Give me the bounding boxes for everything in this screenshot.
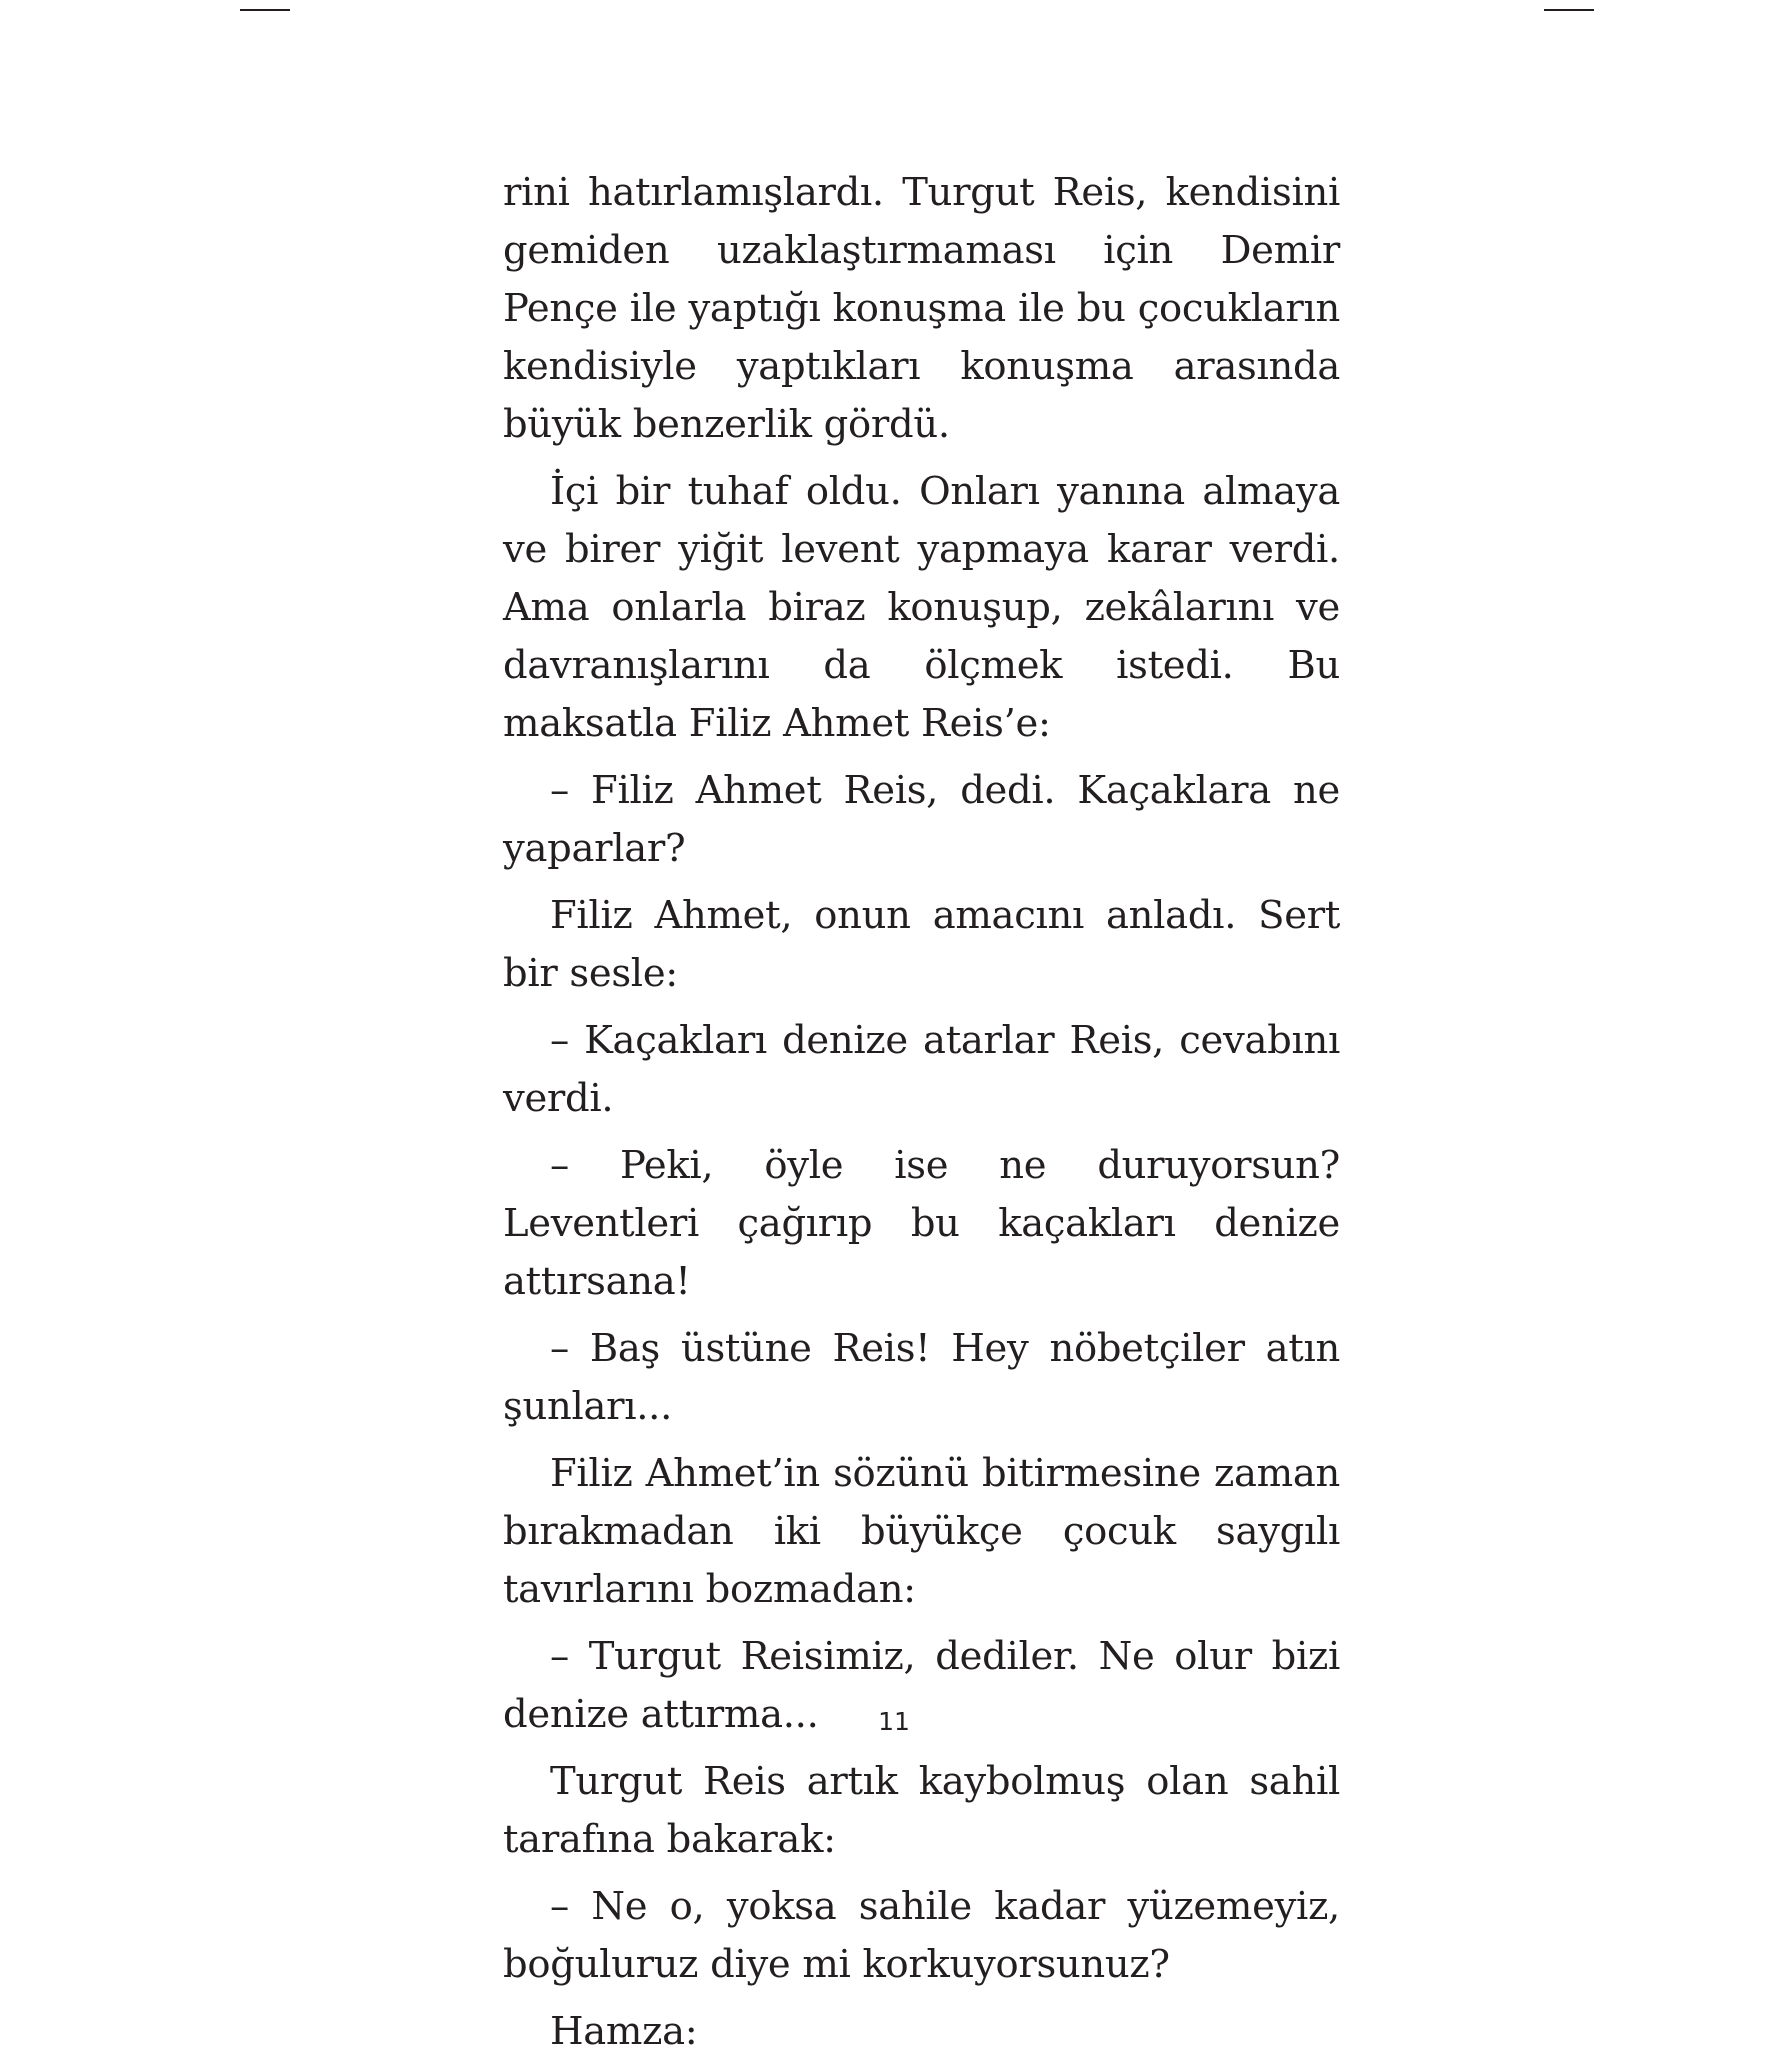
dialogue-line: – Kaçakları denize atarlar Reis, cevabını verdi.	[503, 1018, 1340, 1121]
page-number: 11	[878, 1707, 910, 1736]
dialogue-line: – Ne o, yoksa sahile kadar yüzemeyiz, boğuluruz diye mi korkuyorsunuz?	[503, 1884, 1340, 1987]
paragraph: rini hatırlamışlardı. Turgut Reis, kendisini gemiden uzaklaştırmaması için Demir Pençe ile yaptığı konuşma ile bu çocukların kendisiyle yaptıkları konuşma arasında büyük benzerlik gördü.	[503, 170, 1340, 447]
body-text	[503, 164, 1340, 2070]
dialogue-line: – Filiz Ahmet Reis, dedi. Kaçaklara ne yaparlar?	[503, 768, 1340, 871]
crop-mark-left	[240, 9, 290, 11]
paragraph: Turgut Reis artık kaybolmuş olan sahil tarafına bakarak:	[503, 1759, 1340, 1862]
paragraph: Filiz Ahmet’in sözünü bitirmesine zaman bırakmadan iki büyükçe çocuk saygılı tavırlarını bozmadan:	[503, 1451, 1340, 1612]
paragraph: İçi bir tuhaf oldu. Onları yanına almaya ve birer yiğit levent yapmaya karar verdi. Ama onlarla biraz konuşup, zekâlarını ve davranışlarını da ölçmek istedi. Bu maksatla Filiz Ahmet Reis’e:	[503, 469, 1340, 746]
crop-mark-right	[1544, 9, 1594, 11]
dialogue-line: – Peki, öyle ise ne duruyorsun? Leventleri çağırıp bu kaçakları denize attırsana!	[503, 1143, 1340, 1304]
dialogue-line: – Turgut Reisimiz, dediler. Ne olur bizi denize attırma...	[503, 1634, 1340, 1737]
paragraph: Hamza:	[550, 2009, 698, 2054]
paragraph: Filiz Ahmet, onun amacını anladı. Sert bir sesle:	[503, 893, 1340, 996]
dialogue-line: – Baş üstüne Reis! Hey nöbetçiler atın şunları...	[503, 1326, 1340, 1429]
